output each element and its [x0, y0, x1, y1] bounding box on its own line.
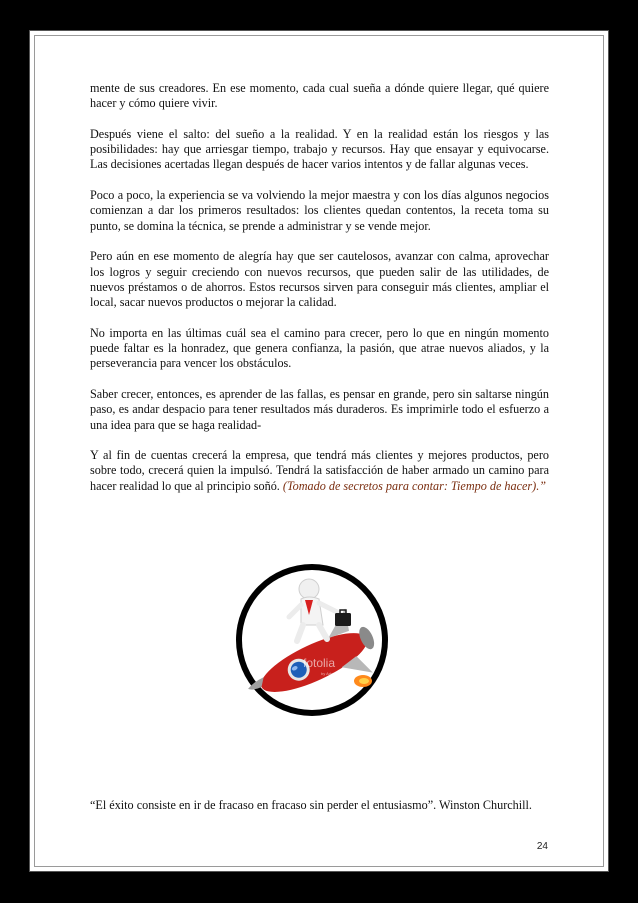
- body-text: [90, 81, 549, 509]
- watermark-sub-text: by Adobe: [321, 671, 338, 676]
- paragraph: No importa en las últimas cuál sea el camino para crecer, pero lo que en ningún momento puede faltar es la honradez, que genera confianza, la pasión, que atrae nuevos aliados, y la perseverancia para vencer los obstáculos.: [90, 325, 549, 371]
- citation: (Tomado de secretos para contar: Tiempo de hacer).”: [282, 478, 547, 493]
- paragraph: Después viene el salto: del sueño a la realidad. Y en la realidad están los riesgos y las posibilidades: hay que arriesgar tiempo, trabajo y recursos. Hay que ensayar y equivocarse. Las decisiones acertadas llegan después de hacer varios intentos y de fallar algunas veces.: [90, 126, 549, 172]
- document-page: [29, 30, 609, 872]
- closing-quote: [90, 798, 549, 813]
- paragraph-last-text: Y al fin de cuentas crecerá la empresa, que tendrá más clientes y mejores productos, pero sobre todo, crecerá quien la impulsó. Tendrá la satisfacción de haber armado un camino para hacer realidad lo que al principio soñó.: [90, 448, 549, 493]
- briefcase-icon: [335, 613, 351, 626]
- rocket-illustration: [235, 563, 389, 717]
- page-number: 24: [536, 841, 548, 852]
- watermark-text: fotolia: [303, 656, 336, 670]
- paragraph: Saber crecer, entonces, es aprender de las fallas, es pensar en grande, pero sin saltarse ningún paso, es andar despacio para tener resultados más duraderos. Es imprimirle todo el esfuerzo a una idea para que se haga realidad-: [90, 386, 549, 432]
- quote-text: “El éxito consiste en ir de fracaso en fracaso sin perder el entusiasmo”. Winston Churchill.: [90, 798, 532, 812]
- paragraph: Pero aún en ese momento de alegría hay que ser cautelosos, avanzar con calma, aprovechar los logros y seguir creciendo con nuevos recursos, que pueden salir de las utilidades, de nuevos préstamos o de ahorros. Estos recursos sirven para conseguir más clientes, ampliar el local, sacar nuevos productos o mejorar la calidad.: [90, 249, 549, 310]
- paragraph: mente de sus creadores. En ese momento, cada cual sueña a dónde quiere llegar, qué quiere hacer y cómo quiere vivir.: [90, 81, 549, 111]
- paragraph-last: [90, 448, 549, 494]
- paragraph: Poco a poco, la experiencia se va volviendo la mejor maestra y con los días algunos negocios comienzan a dar los primeros resultados: los clientes quedan contentos, la receta toma su punto, se domina la técnica, se prende a administrar y se vende mejor.: [90, 188, 549, 233]
